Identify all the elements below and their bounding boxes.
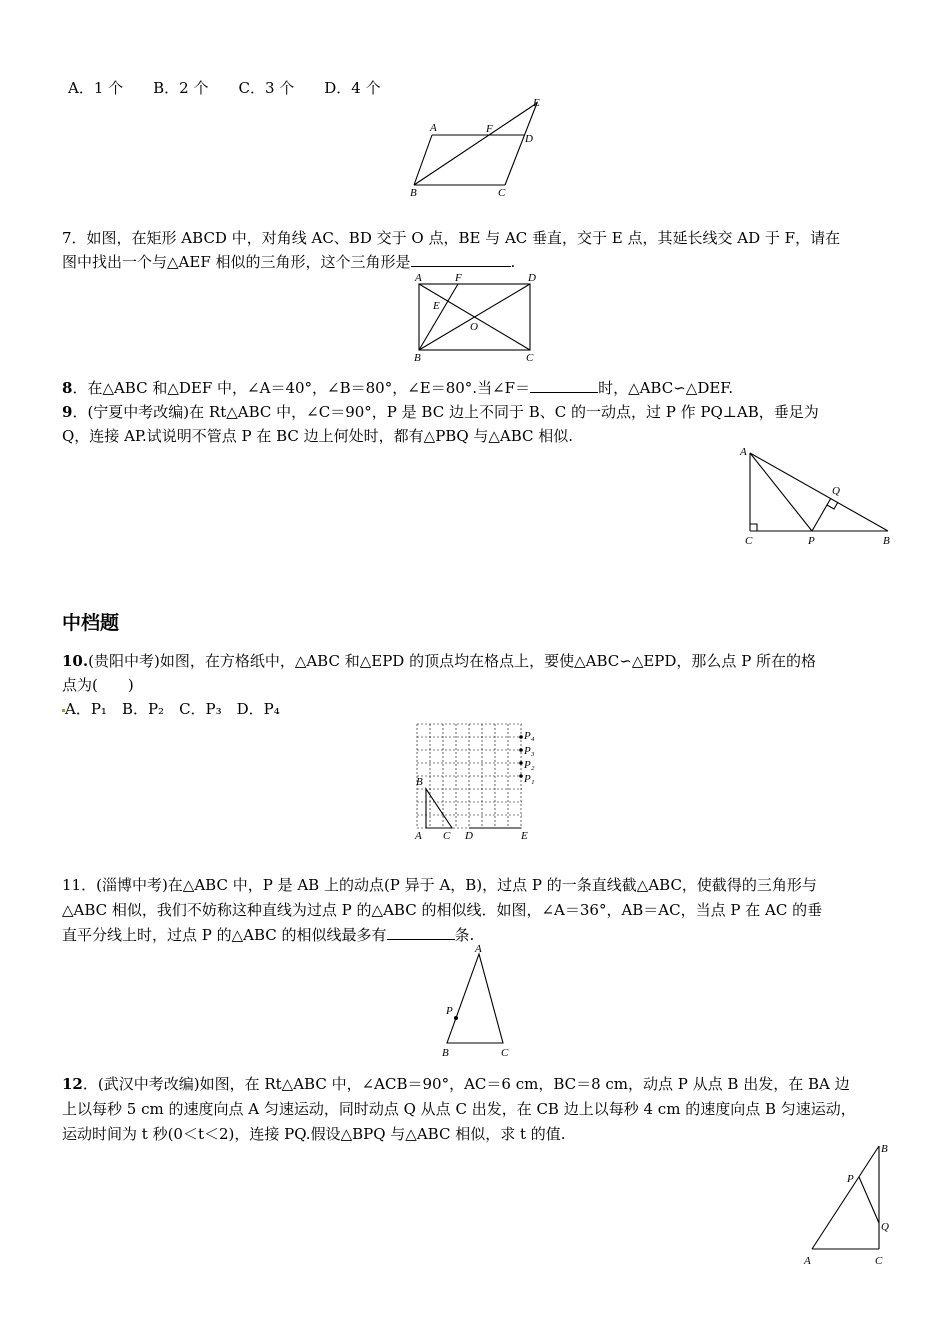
label-P3: P₃ xyxy=(524,745,535,757)
label-P: P xyxy=(808,535,815,547)
q8-answer-blank[interactable] xyxy=(530,378,598,393)
q8-number: 8 xyxy=(62,379,73,397)
q12-figure xyxy=(795,1138,905,1274)
q7-line2-text: 图中找出一个与△AEF 相似的三角形，这个三角形是 xyxy=(62,253,411,271)
seg-AB xyxy=(414,135,432,185)
label-P4: P₄ xyxy=(524,730,535,742)
q10-line2: 点为( ) xyxy=(62,676,134,694)
q12-line3: 运动时间为 t 秒(0＜t＜2)，连接 PQ.假设△BPQ 与△ABC 相似，求 t 的值. xyxy=(62,1125,566,1143)
q12-line1 xyxy=(62,1074,850,1094)
label-C: C xyxy=(498,187,506,199)
label-A: A xyxy=(430,122,437,134)
q10-options: A．P₁ B．P₂ C．P₃ D．P₄ xyxy=(65,700,280,718)
label-P: P xyxy=(446,1005,453,1017)
label-P2: P₂ xyxy=(524,759,535,771)
q8-text-a: ．在△ABC 和△DEF 中，∠A＝40°，∠B＝80°，∠E＝80°.当∠F＝ xyxy=(72,379,531,397)
label-E: E xyxy=(433,300,440,312)
point-P xyxy=(454,1016,458,1020)
right-angle-C xyxy=(750,524,757,531)
q12-line2: 上以每秒 5 cm 的速度向点 A 匀速运动，同时动点 Q 从点 C 出发，在 CB 边上以每秒 4 cm 的速度向点 B 匀速运动， xyxy=(62,1100,856,1118)
seg-PQ xyxy=(812,498,831,531)
q12-text: ．(武汉中考改编)如图，在 Rt△ABC 中，∠ACB＝90°，AC＝6 cm，BC＝8 cm，动点 P 从点 B 出发，在 BA 边 xyxy=(82,1075,850,1093)
q11-line3-end: 条. xyxy=(454,926,475,944)
triangle-ABC xyxy=(447,954,503,1043)
q10-options-row xyxy=(62,699,280,719)
q6-options: A．1 个 B．2 个 C．3 个 D．4 个 xyxy=(68,79,381,97)
point-P4 xyxy=(519,735,523,739)
q7-answer-blank[interactable] xyxy=(411,252,511,267)
q10-line1 xyxy=(62,651,816,671)
label-C: C xyxy=(501,1047,509,1059)
label-C: C xyxy=(526,352,534,364)
q12-number: 12 xyxy=(62,1075,83,1093)
point-P3 xyxy=(519,748,523,752)
q6-figure xyxy=(400,95,550,204)
q9-line1 xyxy=(62,402,819,422)
q7-figure xyxy=(408,270,548,370)
label-F: F xyxy=(455,272,462,284)
q7-line2-end: . xyxy=(510,253,516,271)
seg-AP xyxy=(750,453,812,531)
label-B: B xyxy=(883,535,890,547)
q8 xyxy=(62,378,733,398)
q11-line3 xyxy=(62,925,474,945)
label-A: A xyxy=(804,1255,811,1267)
label-C: C xyxy=(443,830,451,842)
label-C: C xyxy=(745,535,753,547)
section-title: 中档题 xyxy=(62,612,120,634)
label-B: B xyxy=(416,776,423,788)
label-A: A xyxy=(415,830,422,842)
q11-line2: △ABC 相似，我们不妨称这种直线为过点 P 的△ABC 的相似线．如图，∠A＝36°，AB＝AC，当点 P 在 AC 的垂 xyxy=(62,901,823,919)
q11-line1: 11．(淄博中考)在△ABC 中，P 是 AB 上的动点(P 异于 A，B)，过点 P 的一条直线截△ABC，使截得的三角形与 xyxy=(62,876,817,894)
seg-BE xyxy=(414,103,537,185)
label-A: A xyxy=(415,272,422,284)
q11-line3-text: 直平分线上时，过点 P 的△ABC 的相似线最多有 xyxy=(62,926,387,944)
q9-text: ．(宁夏中考改编)在 Rt△ABC 中，∠C＝90°，P 是 BC 边上不同于 B、C 的一动点，过 P 作 PQ⊥AB，垂足为 xyxy=(72,403,819,421)
q7-line2 xyxy=(62,252,515,272)
seg-AB xyxy=(812,1146,879,1249)
label-Q: Q xyxy=(832,485,840,497)
q8-text-b: 时，△ABC∽△DEF. xyxy=(598,379,734,397)
label-B: B xyxy=(410,187,417,199)
q10-text: (贵阳中考)如图，在方格纸中，△ABC 和△EPD 的顶点均在格点上，要使△ABC∽△EPD，那么点 P 所在的格 xyxy=(88,652,817,670)
q11-figure xyxy=(435,940,525,1066)
label-B: B xyxy=(442,1047,449,1059)
q10-number: 10. xyxy=(62,652,89,670)
q9-number: 9 xyxy=(62,403,73,421)
q7-line1: 7．如图，在矩形 ABCD 中，对角线 AC、BD 交于 O 点，BE 与 AC 垂直，交于 E 点，其延长线交 AD 于 F，请在 xyxy=(62,229,841,247)
label-E: E xyxy=(533,97,540,109)
label-F: F xyxy=(486,123,493,135)
seg-PQ xyxy=(859,1177,879,1223)
label-O: O xyxy=(470,321,478,333)
q9-figure xyxy=(735,445,900,554)
label-D: D xyxy=(525,133,533,145)
q9-line2: Q，连接 AP.试说明不管点 P 在 BC 边上何处时，都有△PBQ 与△ABC 相似. xyxy=(62,427,574,445)
label-D: D xyxy=(465,830,473,842)
label-Q: Q xyxy=(881,1221,889,1233)
q10-figure xyxy=(410,718,540,847)
label-B: B xyxy=(881,1143,888,1155)
label-P1: P₁ xyxy=(524,773,535,785)
point-P2 xyxy=(519,761,523,765)
label-E: E xyxy=(521,830,528,842)
seg-BF xyxy=(419,284,458,350)
label-C: C xyxy=(875,1255,883,1267)
q11-answer-blank[interactable] xyxy=(387,925,455,940)
label-A: A xyxy=(740,446,747,458)
label-D: D xyxy=(528,272,536,284)
label-P: P xyxy=(847,1173,854,1185)
point-P1 xyxy=(519,774,523,778)
label-B: B xyxy=(414,352,421,364)
label-A: A xyxy=(475,943,482,955)
